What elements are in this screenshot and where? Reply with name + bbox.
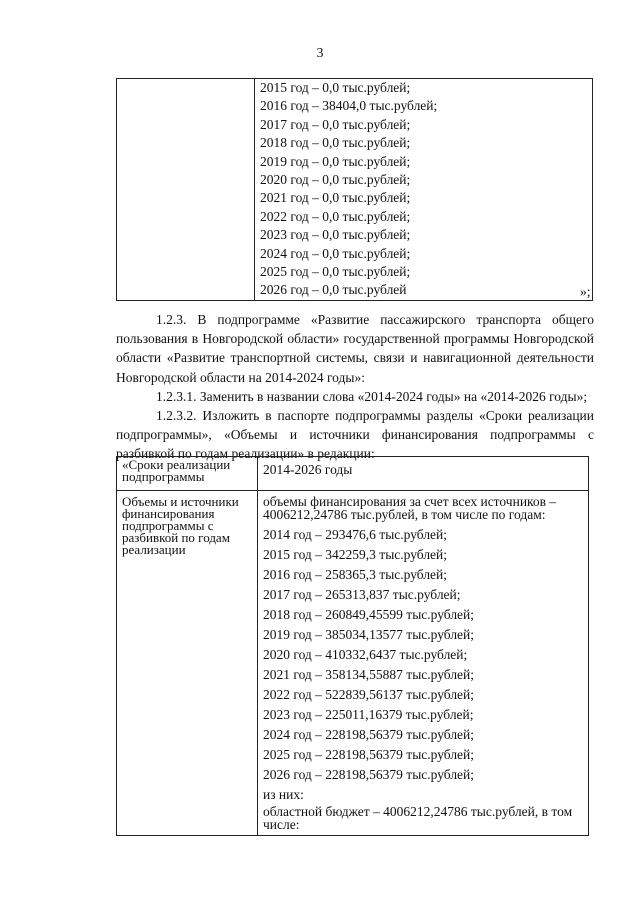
table1-line: 2020 год – 0,0 тыс.рублей; (260, 171, 411, 187)
paragraph-1-2-3: 1.2.3. В подпрограмме «Развитие пассажирского транспорта общего пользования в Новгородской области» государственной программы Новгородской области «Развитие транспортной системы, связи и навигационной деятельности Новгородской области на 2014-2024 годы»: (116, 312, 594, 385)
funding-continuation-table (116, 78, 593, 301)
table1-line: 2022 год – 0,0 тыс.рублей; (260, 208, 411, 224)
table1-line: 2016 год – 38404,0 тыс.рублей; (260, 98, 438, 114)
funding-year-line: 2020 год – 410332,6437 тыс.рублей; (263, 647, 468, 662)
table1-line: 2021 год – 0,0 тыс.рублей; (260, 190, 411, 206)
funding-year-line: 2025 год – 228198,56379 тыс.рублей; (263, 747, 475, 762)
table1-years-cell (255, 79, 593, 301)
funding-year-line: 2026 год – 228198,56379 тыс.рублей; (263, 767, 475, 782)
regional-budget-line: областной бюджет – 4006212,24786 тыс.рублей, в том числе: (263, 804, 573, 832)
funding-label: Объемы и источники финансирования подпрограммы с разбивкой по годам реализации (117, 491, 258, 836)
subprogram-passport-table (116, 456, 589, 836)
paragraph-1-2-3-2: 1.2.3.2. Изложить в паспорте подпрограммы разделы «Сроки реализации подпрограммы», «Объемы и источники финансирования подпрограммы с разбивкой по годам реализации» в редакции: (116, 408, 594, 462)
funding-year-line: 2015 год – 342259,3 тыс.рублей; (263, 547, 448, 562)
table1-empty-cell (117, 79, 255, 301)
funding-year-line: 2023 год – 225011,16379 тыс.рублей; (263, 707, 474, 722)
funding-year-line: 2019 год – 385034,13577 тыс.рублей; (263, 627, 475, 642)
funding-year-line: 2014 год – 293476,6 тыс.рублей; (263, 527, 448, 542)
table1-line: 2023 год – 0,0 тыс.рублей; (260, 227, 411, 243)
funding-year-line: 2024 год – 228198,56379 тыс.рублей; (263, 727, 475, 742)
funding-year-line: 2018 год – 260849,45599 тыс.рублей; (263, 607, 475, 622)
page-number: 3 (316, 46, 324, 61)
table1-line: 2019 год – 0,0 тыс.рублей; (260, 153, 411, 169)
table1-line: 2015 год – 0,0 тыс.рублей; (260, 80, 411, 95)
table1-line: 2018 год – 0,0 тыс.рублей; (260, 135, 411, 151)
table1-line: 2017 год – 0,0 тыс.рублей; (260, 116, 411, 132)
implementation-period-value: 2014-2026 годы (258, 457, 589, 491)
funding-value-cell (258, 491, 589, 836)
funding-year-line: 2017 год – 265313,837 тыс.рублей; (263, 587, 461, 602)
funding-intro: объемы финансирования за счет всех источников – 4006212,24786 тыс.рублей, в том числе по годам: (263, 494, 557, 522)
implementation-period-label: «Сроки реализации подпрограммы (117, 457, 258, 491)
table1-line: 2026 год – 0,0 тыс.рублей (260, 282, 407, 298)
funding-year-line: 2022 год – 522839,56137 тыс.рублей; (263, 687, 475, 702)
funding-year-line: 2016 год – 258365,3 тыс.рублей; (263, 567, 448, 582)
of-them-label: из них: (263, 787, 304, 802)
table1-line: 2024 год – 0,0 тыс.рублей; (260, 245, 411, 261)
funding-year-line: 2021 год – 358134,55887 тыс.рублей; (263, 667, 475, 682)
paragraph-1-2-3-1: 1.2.3.1. Заменить в названии слова «2014-2024 годы» на «2014-2026 годы»; (156, 389, 588, 404)
closing-quote: »; (580, 284, 591, 299)
table1-line: 2025 год – 0,0 тыс.рублей; (260, 263, 411, 279)
